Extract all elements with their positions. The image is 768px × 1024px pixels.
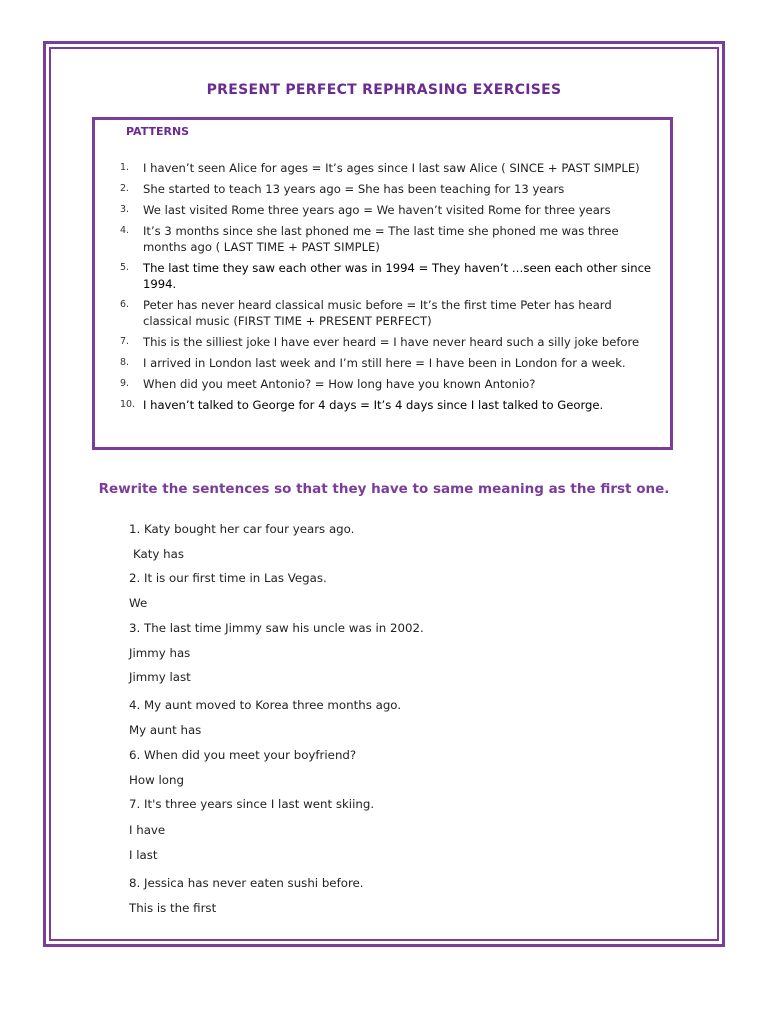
exercise-answer-start: I have [129, 823, 166, 837]
pattern-item [120, 397, 655, 413]
pattern-text: The last time they saw each other was in 1994 = They haven’t …seen each other since 1994. [143, 261, 652, 291]
exercise-prompt: 4. My aunt moved to Korea three months ago. [129, 698, 402, 712]
pattern-item [120, 297, 655, 329]
pattern-item [120, 223, 655, 255]
exercise-answer-start: My aunt has [129, 723, 202, 737]
exercise-answer-start: I last [129, 848, 158, 862]
patterns-heading: PATTERNS [126, 125, 190, 138]
pattern-number: 1. [120, 162, 130, 173]
pattern-item [120, 376, 655, 392]
pattern-item [120, 160, 655, 176]
exercise-answer-start: We [129, 596, 148, 610]
pattern-item [120, 181, 655, 197]
exercise-prompt: 6. When did you meet your boyfriend? [129, 748, 357, 762]
exercise-answer-start: Jimmy has [129, 646, 191, 660]
pattern-text: We last visited Rome three years ago = We haven’t visited Rome for three years [143, 203, 611, 217]
pattern-item [120, 260, 655, 292]
exercise-prompt: 3. The last time Jimmy saw his uncle was in 2002. [129, 621, 424, 635]
pattern-text: This is the silliest joke I have ever heard = I have never heard such a silly joke before [143, 335, 640, 349]
exercise-answer-start: Katy has [133, 547, 184, 561]
exercise-prompt: 7. It's three years since I last went skiing. [129, 797, 375, 811]
pattern-text: She started to teach 13 years ago = She has been teaching for 13 years [143, 182, 565, 196]
pattern-text: I haven’t seen Alice for ages = It’s ages since I last saw Alice ( SINCE + PAST SIMPLE) [143, 161, 640, 175]
pattern-number: 9. [120, 378, 130, 389]
pattern-text: Peter has never heard classical music before = It’s the first time Peter has heard classical music (FIRST TIME + PRESENT PERFECT) [143, 298, 612, 328]
patterns-list [120, 160, 655, 413]
pattern-number: 3. [120, 204, 130, 215]
exercise-instruction: Rewrite the sentences so that they have to same meaning as the first one. [98, 481, 670, 497]
pattern-text: It’s 3 months since she last phoned me = The last time she phoned me was three months ago ( LAST TIME + PAST SIMPLE) [143, 224, 619, 254]
exercise-answer-start: Jimmy last [129, 670, 191, 684]
pattern-number: 8. [120, 357, 130, 368]
pattern-number: 7. [120, 336, 130, 347]
pattern-item [120, 202, 655, 218]
exercise-prompt: 8. Jessica has never eaten sushi before. [129, 876, 364, 890]
exercise-prompt: 2. It is our first time in Las Vegas. [129, 571, 327, 585]
exercise-answer-start: This is the first [129, 901, 217, 915]
pattern-number: 6. [120, 299, 130, 310]
pattern-number: 4. [120, 225, 130, 236]
exercise-answer-start: How long [129, 773, 184, 787]
pattern-text: When did you meet Antonio? = How long have you known Antonio? [143, 377, 536, 391]
pattern-text: I arrived in London last week and I’m still here = I have been in London for a week. [143, 356, 626, 370]
page-title: PRESENT PERFECT REPHRASING EXERCISES [206, 82, 562, 98]
pattern-number: 5. [120, 262, 130, 273]
pattern-item [120, 355, 655, 371]
pattern-item [120, 334, 655, 350]
pattern-number: 2. [120, 183, 130, 194]
pattern-text: I haven’t talked to George for 4 days = It’s 4 days since I last talked to George. [143, 398, 604, 412]
pattern-number: 10. [120, 399, 136, 410]
exercise-prompt: 1. Katy bought her car four years ago. [129, 522, 355, 536]
